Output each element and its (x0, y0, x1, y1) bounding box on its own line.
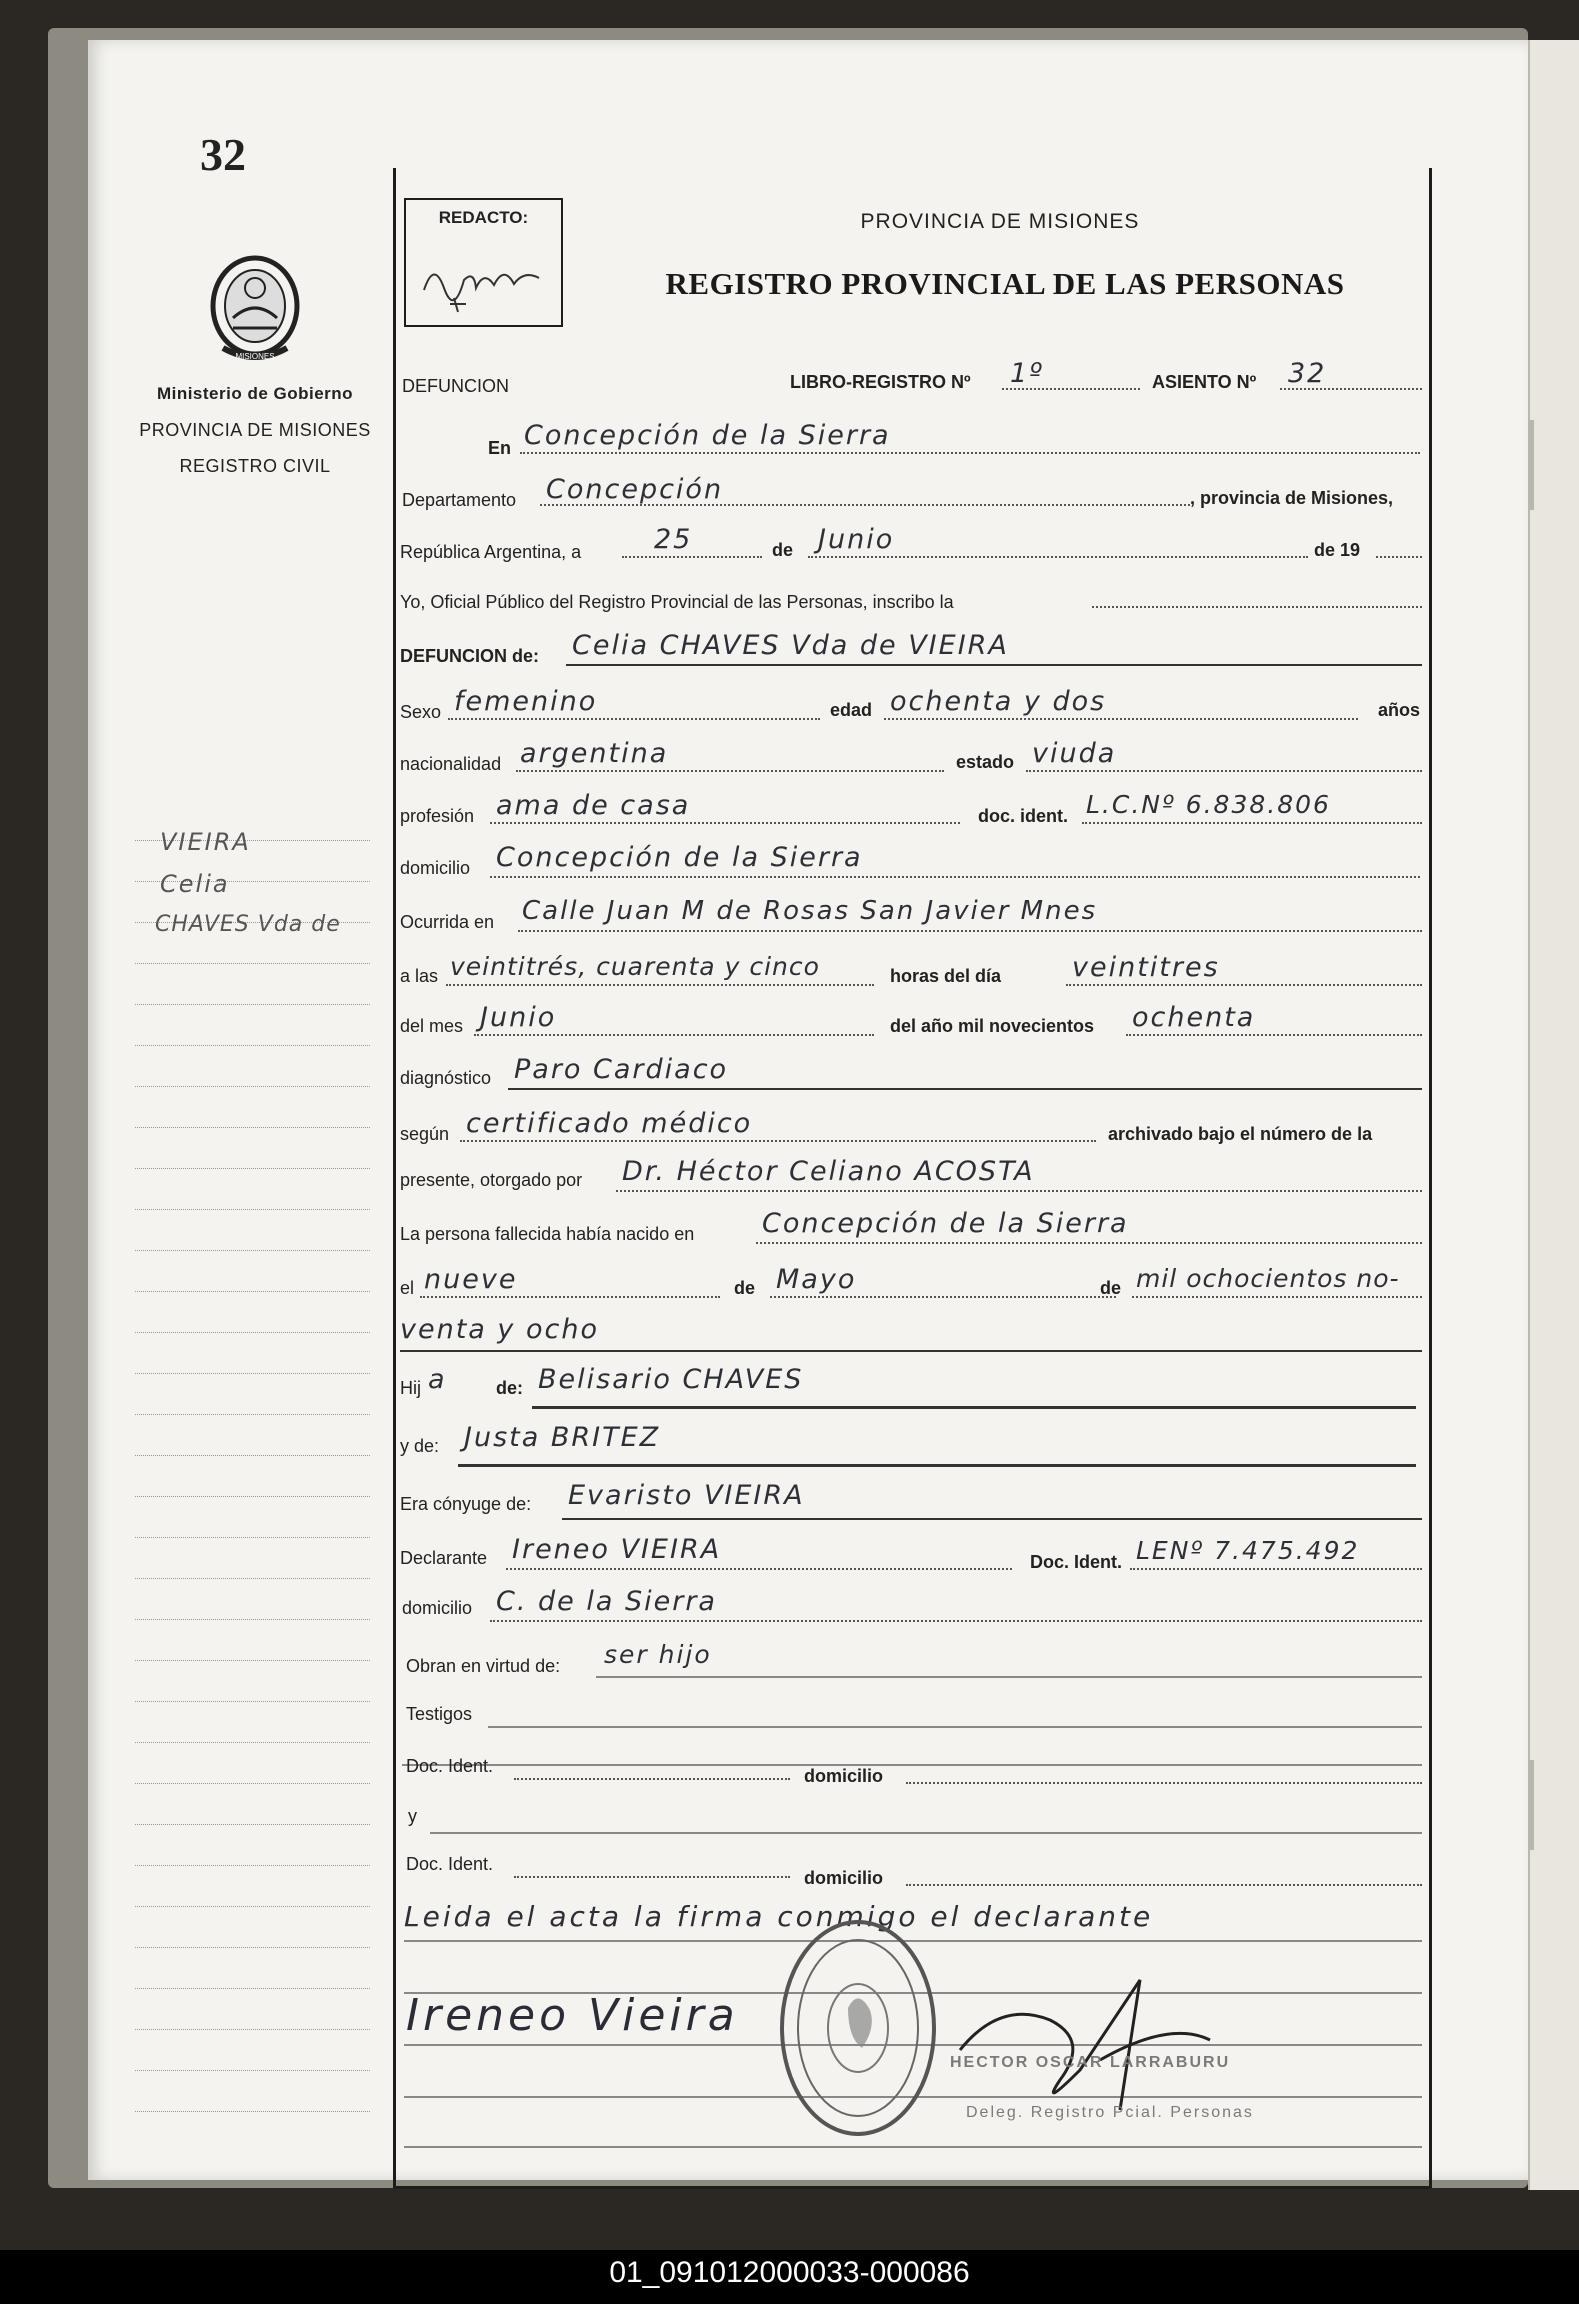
registry-label: REGISTRO CIVIL (179, 456, 331, 476)
page-number: 32 (200, 129, 246, 180)
en-line (520, 452, 1420, 454)
horas-label: horas del día (890, 966, 1002, 986)
segun-label: según (400, 1124, 450, 1144)
domicilio-label: domicilio (400, 858, 471, 878)
conyuge-value: Evaristo VIEIRA (568, 1480, 805, 1511)
edad-value: ochenta y dos (890, 686, 1107, 717)
testigos-line (488, 1726, 1422, 1728)
image-caption: 01_091012000033-000086 (609, 2256, 970, 2289)
presente-value: Dr. Héctor Celiano ACOSTA (622, 1156, 1035, 1187)
madre-line (458, 1464, 1416, 1467)
province-label: PROVINCIA DE MISIONES (139, 420, 371, 440)
t2-name-line (430, 1832, 1422, 1834)
t2-domicilio-line (906, 1884, 1422, 1886)
header-province: PROVINCIA DE MISIONES (860, 210, 1140, 233)
testigos-label: Testigos (406, 1704, 473, 1724)
ruled-line (404, 2146, 1422, 2148)
hij-suffix: a (428, 1364, 447, 1395)
departamento-value: Concepción (546, 474, 724, 505)
declarante-label: Declarante (400, 1548, 488, 1568)
inscribo-line (1092, 606, 1422, 608)
madre-label: y de: (400, 1436, 440, 1456)
asiento-label: ASIENTO Nº (1152, 372, 1257, 392)
domicilio-value: Concepción de la Sierra (496, 842, 863, 873)
archivado-label: archivado bajo el número de la (1108, 1124, 1373, 1144)
ocurrida-label: Ocurrida en (400, 912, 495, 932)
decl-domicilio-label: domicilio (402, 1598, 473, 1618)
closing-statement: Leida el acta la firma conmigo el declarante (404, 1900, 1154, 1933)
declarante-line (506, 1568, 1012, 1570)
redacto-box (404, 198, 563, 327)
padre-label: de: (496, 1378, 523, 1398)
diagnostico-line (508, 1088, 1422, 1090)
doc-ident-label: doc. ident. (978, 806, 1068, 826)
day-value: 25 (654, 524, 693, 555)
t2-doc-label: Doc. Ident. (406, 1854, 494, 1874)
ano-nac-value-cont: venta y ocho (400, 1314, 599, 1345)
padre-line (532, 1406, 1416, 1409)
ano-nac-line-2 (400, 1350, 1422, 1352)
declarant-signature: Ireneo Vieira (406, 1990, 739, 2041)
en-value: Concepción de la Sierra (524, 420, 891, 451)
estado-line (1026, 770, 1422, 772)
conyuge-label: Era cónyuge de: (400, 1494, 532, 1514)
doc-ident-value: L.C.Nº 6.838.806 (1086, 790, 1331, 819)
nacionalidad-line (516, 770, 944, 772)
decl-domicilio-value: C. de la Sierra (496, 1586, 717, 1617)
mes-label: del mes (400, 1016, 464, 1036)
provincia-suffix: , provincia de Misiones, (1190, 488, 1394, 508)
month-value: Junio (818, 524, 895, 555)
el-value: nueve (424, 1264, 518, 1295)
el-line (420, 1296, 720, 1298)
binding-thread (1528, 420, 1534, 510)
obran-label: Obran en virtud de: (406, 1656, 561, 1676)
alas-label: a las (400, 966, 439, 986)
asiento-value: 32 (1288, 358, 1327, 389)
y-label: y (408, 1806, 417, 1826)
sexo-value: femenino (454, 686, 598, 717)
ano-value: ochenta (1132, 1002, 1256, 1033)
inscribo-label: Yo, Oficial Público del Registro Provincial de las Personas, inscribo la (400, 592, 954, 612)
obran-line (596, 1676, 1422, 1678)
madre-value: Justa BRITEZ (464, 1422, 661, 1453)
margin-ruled-lines (135, 800, 370, 2112)
officer-signature (940, 1960, 1280, 2120)
margin-note-surname: VIEIRA (160, 828, 251, 856)
diagnostico-value: Paro Cardiaco (514, 1054, 729, 1085)
de2-label: de (734, 1278, 756, 1298)
svg-text:MISIONES: MISIONES (235, 352, 275, 361)
de19-label: de 19 (1314, 540, 1361, 560)
padre-value: Belisario CHAVES (538, 1364, 804, 1395)
t2-doc-line (514, 1876, 790, 1878)
defuncion-de-label: DEFUNCION de: (400, 646, 539, 666)
diagnostico-label: diagnóstico (400, 1068, 492, 1088)
t1-domicilio-line (906, 1782, 1422, 1784)
record-frame-right (1429, 168, 1432, 2188)
ano-nac-line (1132, 1296, 1422, 1298)
libro-label: LIBRO-REGISTRO Nº (790, 372, 971, 392)
mes-line (474, 1034, 874, 1036)
en-label: En (488, 438, 512, 458)
t1-domicilio-label: domicilio (804, 1766, 884, 1786)
t2-domicilio-label: domicilio (804, 1868, 884, 1888)
profesion-value: ama de casa (496, 790, 691, 821)
edad-label: edad (830, 700, 873, 720)
redacto-signature (414, 240, 554, 320)
redacto-label: REDACTO: (438, 208, 529, 227)
mes-nac-line (770, 1296, 1116, 1298)
ocurrida-value: Calle Juan M de Rosas San Javier Mnes (522, 896, 1098, 926)
ano-nac-value: mil ochocientos no- (1136, 1264, 1400, 1293)
asiento-line (1280, 388, 1422, 390)
sexo-line (448, 718, 820, 720)
segun-line (460, 1140, 1096, 1142)
day-line (622, 556, 762, 558)
anos-label: años (1378, 700, 1421, 720)
margin-note-name: Celia (160, 870, 230, 898)
edad-line (884, 718, 1358, 720)
doc-ident-line (1082, 822, 1422, 824)
deceased-name: Celia CHAVES Vda de VIEIRA (572, 630, 1009, 661)
decl-doc-label: Doc. Ident. (1030, 1552, 1123, 1572)
libro-value: 1º (1010, 358, 1044, 389)
year-line (1376, 556, 1422, 558)
libro-line (1002, 388, 1140, 390)
profesion-label: profesión (400, 806, 475, 826)
presente-line (616, 1190, 1422, 1192)
declarante-value: Ireneo VIEIRA (512, 1534, 722, 1565)
republica-label: República Argentina, a (400, 542, 582, 562)
horas-value: veintitres (1072, 952, 1220, 983)
de3-label: de (1100, 1278, 1122, 1298)
record-frame-bottom (393, 2186, 1431, 2189)
ano-line (1126, 1034, 1422, 1036)
testigos-line-2 (402, 1764, 1422, 1766)
t1-doc-label: Doc. Ident. (406, 1756, 494, 1776)
nacido-label: La persona fallecida había nacido en (400, 1224, 695, 1244)
profesion-line (490, 822, 960, 824)
decl-domicilio-line (490, 1620, 1422, 1622)
officer-title-stamp: Deleg. Registro Pcial. Personas (966, 2104, 1254, 2121)
mes-value: Junio (480, 1002, 557, 1033)
ano-label: del año mil novecientos (890, 1016, 1095, 1036)
month-line (808, 556, 1308, 558)
officer-name-stamp: HECTOR OSCAR LARRABURU (950, 2054, 1231, 2071)
official-seal-icon (778, 1918, 938, 2138)
de-label: de (772, 540, 794, 560)
deceased-line (566, 664, 1422, 666)
departamento-line (540, 504, 1190, 506)
estado-label: estado (956, 752, 1015, 772)
page-title: REGISTRO PROVINCIAL DE LAS PERSONAS (665, 266, 1345, 301)
horas-line (1066, 984, 1422, 986)
hij-label: Hij (400, 1378, 421, 1398)
obran-value: ser hijo (604, 1640, 712, 1669)
el-label: el (400, 1278, 415, 1298)
nacido-line (756, 1242, 1422, 1244)
ocurrida-line (518, 930, 1422, 932)
adjacent-page-edge (1528, 40, 1579, 2190)
domicilio-line (490, 876, 1420, 878)
alas-line (446, 984, 874, 986)
record-type-label: DEFUNCION (402, 376, 509, 396)
nacido-value: Concepción de la Sierra (762, 1208, 1129, 1239)
conyuge-line (562, 1518, 1422, 1520)
presente-label: presente, otorgado por (400, 1170, 583, 1190)
segun-value: certificado médico (466, 1108, 753, 1139)
nacionalidad-label: nacionalidad (400, 754, 502, 774)
margin-note-maiden: CHAVES Vda de (155, 912, 341, 937)
binding-thread (1528, 1760, 1534, 1850)
estado-value: viuda (1032, 738, 1117, 769)
t1-doc-line (514, 1778, 790, 1780)
ministry-label: Ministerio de Gobierno (156, 384, 354, 403)
record-frame-left (393, 168, 396, 2188)
decl-doc-value: LENº 7.475.492 (1136, 1536, 1360, 1565)
nacionalidad-value: argentina (520, 738, 669, 769)
alas-value: veintitrés, cuarenta y cinco (450, 952, 820, 981)
decl-doc-line (1130, 1568, 1422, 1570)
mes-nac-value: Mayo (776, 1264, 857, 1295)
sexo-label: Sexo (400, 702, 442, 722)
departamento-label: Departamento (402, 490, 517, 510)
provincial-coat-of-arms-icon (203, 248, 307, 366)
